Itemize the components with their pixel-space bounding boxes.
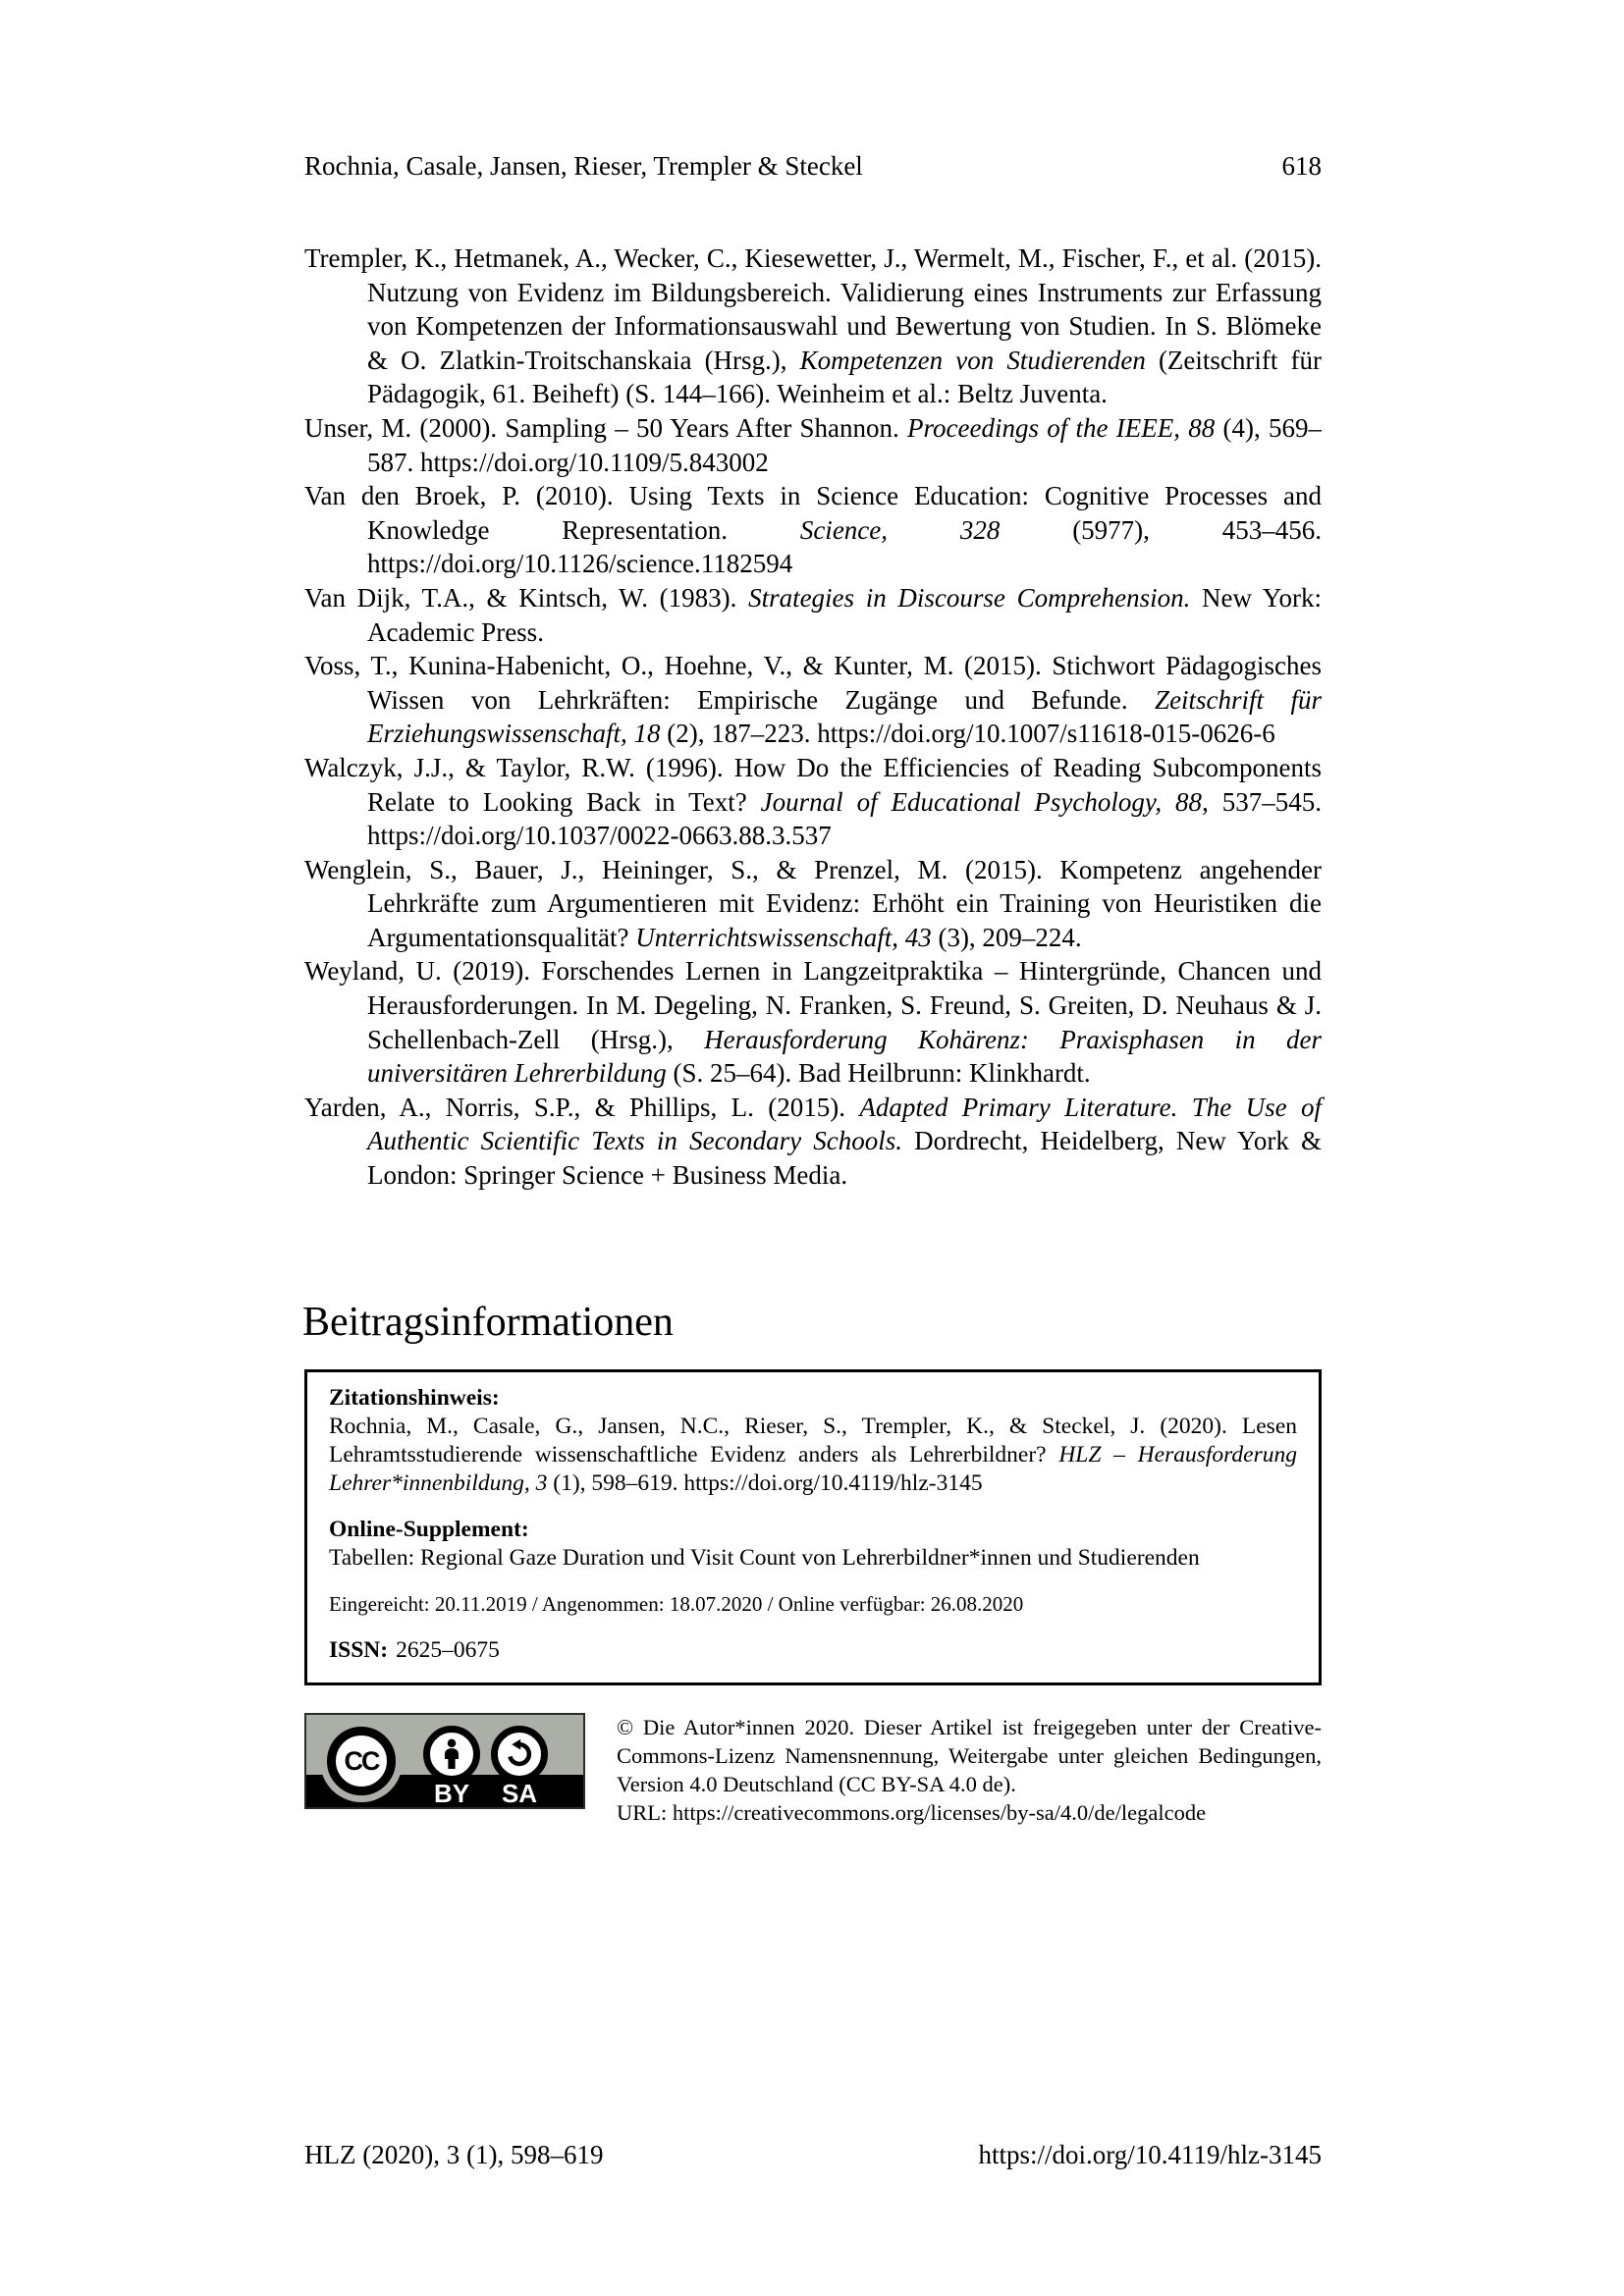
cc-logo-halo [320, 1720, 403, 1802]
reference-italic-segment: Strategies in Discourse Comprehension. [748, 582, 1191, 613]
reference-text-segment: (3), 209–224. [931, 922, 1082, 952]
reference-entry [304, 853, 1322, 955]
reference-text-segment: (5977), 453–456. https://doi.org/10.1126/science.1182594 [367, 514, 1323, 579]
cc-license-badge [304, 1713, 585, 1809]
citation-text [329, 1413, 1297, 1498]
cc-logo-circle [327, 1727, 396, 1795]
reference-text-segment: Wenglein, S., Bauer, J., Heininger, S., & Prenzel, M. (2015). Kompetenz angehender Lehrkräfte zum Argumentieren mit Evidenz: Erhöht ein Training von Heuristiken die Argumentationsqualität? [304, 854, 1322, 952]
reference-entry [304, 479, 1322, 581]
reference-entry [304, 581, 1322, 649]
reference-italic-segment: Zeitschrift für Erziehungswissenschaft, 18 [367, 684, 1323, 749]
reference-italic-segment: Herausforderung Kohärenz: Praxisphasen in der universitären Lehrerbildung [367, 1024, 1323, 1089]
issn-line [329, 1636, 1297, 1665]
license-section [304, 1713, 1322, 1825]
submission-dates: Eingereicht: 20.11.2019 / Angenommen: 18.07.2020 / Online verfügbar: 26.08.2020 [329, 1592, 1024, 1616]
reference-entry [304, 649, 1322, 751]
reference-italic-segment: HLZ – Herausforderung Lehrer*innenbildung, 3 [329, 1442, 1297, 1496]
reference-text-segment: Walczyk, J.J., & Taylor, R.W. (1996). How Do the Efficiencies of Reading Subcomponents Relate to Looking Back in Text? [304, 752, 1322, 817]
supplement-text: Tabellen: Regional Gaze Duration und Visit Count von Lehrerbildner*innen und Studierenden [329, 1545, 1200, 1571]
footer-journal-info: HLZ (2020), 3 (1), 598–619 [304, 2140, 604, 2169]
reference-text-segment: Van den Broek, P. (2010). Using Texts in Science Education: Cognitive Processes and Knowledge Representation. [304, 481, 1322, 545]
reference-entry [304, 954, 1322, 1090]
license-statement: © Die Autor*innen 2020. Dieser Artikel ist freigegeben unter der Creative-Commons-Lizenz Namensnennung, Weitergabe unter gleichen Bedingungen, Version 4.0 Deutschland (CC BY-SA 4.0 de). [617, 1715, 1322, 1796]
issn-label: ISSN: [329, 1637, 389, 1663]
sa-circle [491, 1726, 548, 1783]
reference-entry [304, 751, 1322, 853]
reference-entry [304, 411, 1322, 479]
section-heading: Beitragsinformationen [302, 1300, 674, 1345]
reference-italic-segment: Unterrichtswissenschaft, 43 [635, 922, 932, 952]
reference-text-segment: (S. 25–64). Bad Heilbrunn: Klinkhardt. [666, 1058, 1091, 1089]
header-authors: Rochnia, Casale, Jansen, Rieser, Trempler & Steckel [304, 151, 863, 181]
page-number: 618 [1281, 151, 1322, 181]
reference-entry [304, 1091, 1322, 1193]
license-text [617, 1713, 1322, 1827]
page-footer [304, 2138, 1322, 2171]
reference-text-segment: Unser, M. (2000). Sampling – 50 Years After Shannon. [304, 412, 908, 443]
reference-text-segment: Rochnia, M., Casale, G., Jansen, N.C., Rieser, S., Trempler, K., & Steckel, J. (2020). Lesen Lehramtsstudierende wissenschaftliche Evidenz anders als Lehrerbildner? [329, 1414, 1297, 1468]
citation-label: Zitationshinweis: [329, 1385, 500, 1411]
reference-text-segment: (2), 187–223. https://doi.org/10.1007/s11618-015-0626-6 [660, 719, 1275, 749]
reference-text-segment: Yarden, A., Norris, S.P., & Phillips, L. (2015). [304, 1092, 860, 1122]
reference-italic-segment: Science, 328 [799, 514, 1001, 545]
license-url: URL: https://creativecommons.org/licenses/by-sa/4.0/de/legalcode [617, 1800, 1207, 1825]
footer-doi: https://doi.org/10.4119/hlz-3145 [978, 2140, 1322, 2169]
reference-text-segment: New York: Academic Press. [367, 582, 1322, 647]
reference-text-segment: Weyland, U. (2019). Forschendes Lernen in Langzeitpraktika – Hintergründe, Chancen und Herausforderungen. In M. Degeling, N. Franken, S. Freund, S. Greiten, D. Neuhaus & J. Schellenbach-Zell (Hrsg.), [304, 956, 1322, 1054]
reference-text-segment: (Zeitschrift für Pädagogik, 61. Beiheft) (S. 144–166). Weinheim et al.: Beltz Juventa. [367, 345, 1322, 409]
by-label: BY [433, 1779, 470, 1808]
reference-text-segment: (4), 569–587. https://doi.org/10.1109/5.843002 [367, 412, 1322, 477]
reference-text-segment: Trempler, K., Hetmanek, A., Wecker, C., Kiesewetter, J., Wermelt, M., Fischer, F., et al. (2015). Nutzung von Evidenz im Bildungsbereich. Validierung eines Instruments zur Erfassung von Kompetenzen der Informationsauswahl und Bewertung von Studien. In S. Blömeke & O. Zlatkin-Troitschanskaia (Hrsg.), [304, 243, 1322, 375]
sa-label: SA [501, 1779, 538, 1808]
reference-entry [304, 241, 1322, 411]
reference-text-segment: Voss, T., Kunina-Habenicht, O., Hoehne, V., & Kunter, M. (2015). Stichwort Pädagogisches Wissen von Lehrkräften: Empirische Zugänge und Befunde. [304, 651, 1322, 715]
reference-text-segment: , 537–545. https://doi.org/10.1037/0022-0663.88.3.537 [367, 786, 1322, 851]
cc-logo-text: CC [344, 1745, 379, 1776]
running-header [304, 149, 1322, 183]
sa-share-alike-icon [504, 1738, 535, 1770]
reference-text-segment: Dordrecht, Heidelberg, New York & London: Springer Science + Business Media. [367, 1126, 1322, 1191]
reference-text-segment: (1), 598–619. https://doi.org/10.4119/hlz-3145 [547, 1470, 983, 1496]
reference-italic-segment: Proceedings of the IEEE, 88 [907, 412, 1216, 443]
by-circle [423, 1726, 480, 1783]
citation-box [304, 1369, 1322, 1685]
reference-italic-segment: Adapted Primary Literature. The Use of Authentic Scientific Texts in Secondary Schools. [367, 1092, 1322, 1156]
reference-text-segment: Van Dijk, T.A., & Kintsch, W. (1983). [304, 582, 749, 613]
reference-italic-segment: Journal of Educational Psychology, 88 [760, 786, 1203, 817]
supplement-label: Online-Supplement: [329, 1517, 529, 1542]
by-person-icon [437, 1737, 466, 1771]
reference-italic-segment: Kompetenzen von Studierenden [799, 345, 1146, 375]
issn-value: 2625–0675 [396, 1637, 500, 1663]
references-list [304, 241, 1322, 1193]
